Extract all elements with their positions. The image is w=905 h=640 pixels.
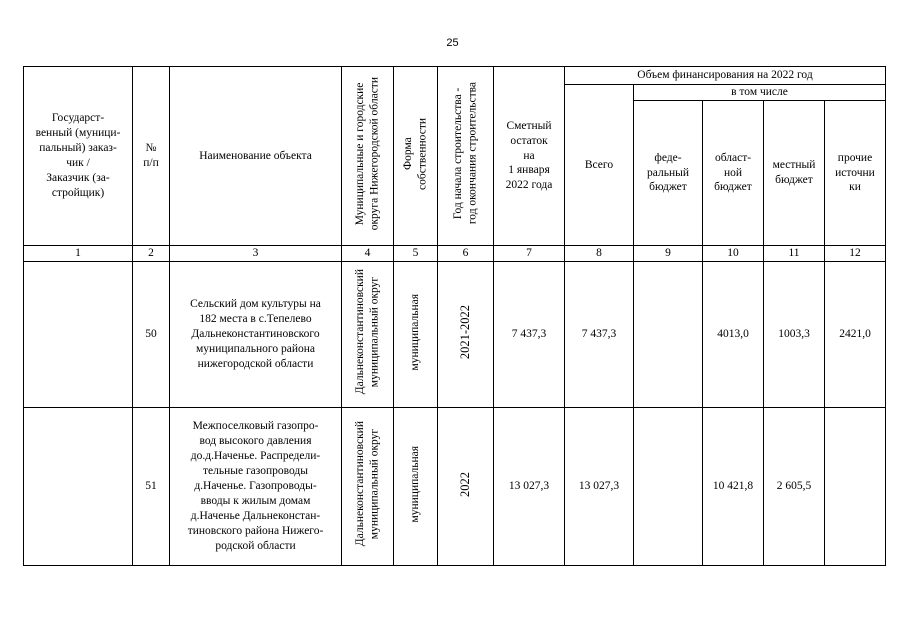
column-number: 6: [438, 246, 494, 262]
row-regional: 4013,0: [703, 262, 764, 408]
row-customer: [24, 408, 133, 566]
row-total: 13 027,3: [565, 408, 634, 566]
header-municipality: Муниципальные и городские округа Нижегородской области: [342, 67, 394, 246]
row-customer: [24, 262, 133, 408]
column-number: 10: [703, 246, 764, 262]
row-years: 2022: [438, 408, 494, 566]
row-municipality: Дальнеконстантиновский муниципальный округ: [342, 408, 394, 566]
column-number: 9: [634, 246, 703, 262]
column-number: 2: [133, 246, 170, 262]
header-federal: феде- ральный бюджет: [634, 101, 703, 246]
row-federal: [634, 408, 703, 566]
header-local: местный бюджет: [764, 101, 825, 246]
row-ownership: муниципальная: [394, 408, 438, 566]
row-regional: 10 421,8: [703, 408, 764, 566]
column-number: 1: [24, 246, 133, 262]
row-num: 50: [133, 262, 170, 408]
row-local: 2 605,5: [764, 408, 825, 566]
row-federal: [634, 262, 703, 408]
column-number: 8: [565, 246, 634, 262]
row-balance: 13 027,3: [494, 408, 565, 566]
row-object-name: Межпоселковый газопро- вод высокого давления до.д.Наченье. Распредели- тельные газопроводы д.Наченье. Газопроводы- вводы к жилым домам д.Наченье Дальнеконстан- тиновского района Нижего- родской области: [170, 408, 342, 566]
header-other: прочие источни ки: [825, 101, 886, 246]
row-num: 51: [133, 408, 170, 566]
column-number-row: [24, 246, 886, 262]
header-ownership: Форма собственности: [394, 67, 438, 246]
row-local: 1003,3: [764, 262, 825, 408]
column-number: 12: [825, 246, 886, 262]
funding-table: [23, 66, 886, 566]
row-object-name: Сельский дом культуры на 182 места в с.Тепелево Дальнеконстантиновского муниципального района нижегородской области: [170, 262, 342, 408]
row-municipality: Дальнеконстантиновский муниципальный округ: [342, 262, 394, 408]
header-including: в том числе: [634, 85, 886, 101]
column-number: 3: [170, 246, 342, 262]
row-total: 7 437,3: [565, 262, 634, 408]
column-number: 7: [494, 246, 565, 262]
header-total: Всего: [565, 85, 634, 246]
header-object-name: Наименование объекта: [170, 67, 342, 246]
page-number: 25: [446, 37, 459, 49]
table-row: [24, 408, 886, 566]
row-balance: 7 437,3: [494, 262, 565, 408]
table-row: [24, 262, 886, 408]
header-num: № п/п: [133, 67, 170, 246]
row-ownership: муниципальная: [394, 262, 438, 408]
row-other: [825, 408, 886, 566]
header-years: Год начала строительства - год окончания строительства: [438, 67, 494, 246]
column-number: 11: [764, 246, 825, 262]
header-customer: Государст- венный (муници- пальный) заказ- чик / Заказчик (за- стройщик): [24, 67, 133, 246]
header-regional: област- ной бюджет: [703, 101, 764, 246]
column-number: 5: [394, 246, 438, 262]
header-funding-volume: Объем финансирования на 2022 год: [565, 67, 886, 85]
row-years: 2021-2022: [438, 262, 494, 408]
header-balance: Сметный остаток на 1 января 2022 года: [494, 67, 565, 246]
row-other: 2421,0: [825, 262, 886, 408]
column-number: 4: [342, 246, 394, 262]
